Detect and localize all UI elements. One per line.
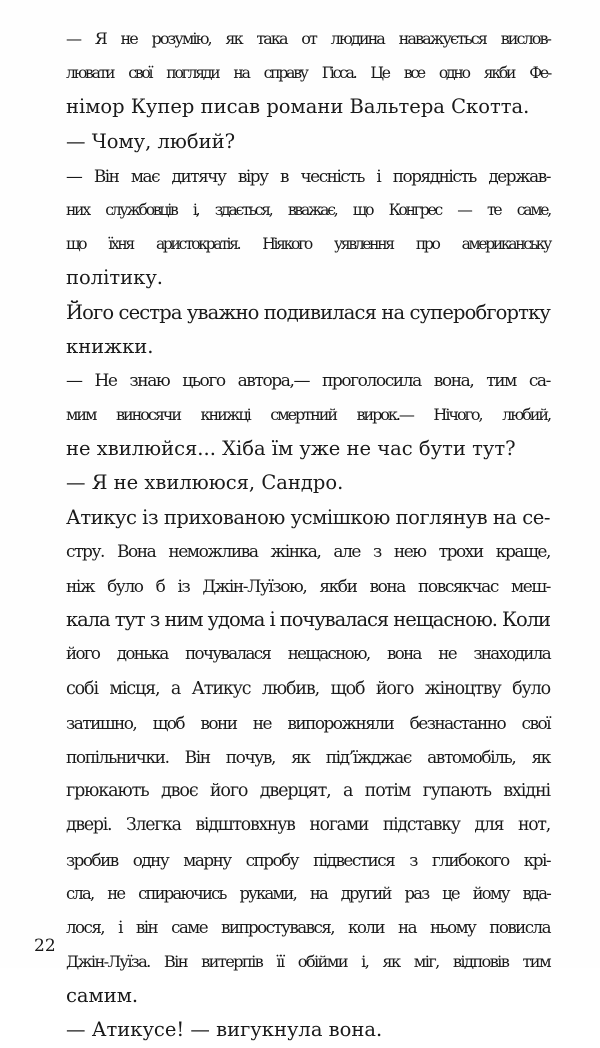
- text-line-6: них службовців і, здається, вважає, що Конгрес — те саме,: [66, 200, 550, 219]
- page-number: 22: [34, 936, 56, 956]
- text-line-15: Атикус із прихованою усмішкою поглянув на се-: [66, 505, 550, 529]
- text-line-24: двері. Злегка відштовхнув ногами підставку для нот,: [66, 815, 550, 836]
- text-line-22: попільнички. Він почув, як під’їжджає автомобіль, як: [66, 746, 550, 767]
- text-line-13: не хвилюйся... Хіба їм уже не час бути тут?: [66, 437, 516, 461]
- text-line-25: зробив одну марну спробу підвестися з глибокого крі-: [66, 849, 550, 870]
- text-line-28: Джін-Луїза. Він витерпів її обійми і, як міг, відповів тим: [66, 952, 550, 972]
- text-line-10: книжки.: [66, 334, 154, 358]
- text-line-20: собі місця, а Атикус любив, щоб його жіноцтву було: [66, 678, 550, 699]
- text-line-11: — Не знаю цього автора,— проголосила вона, тим са-: [66, 370, 550, 391]
- text-line-19: його донька почувалася нещасною, вона не знаходила: [66, 644, 550, 664]
- text-line-17: ніж було б із Джін-Луїзою, якби вона повсякчас меш-: [66, 576, 550, 596]
- text-line-3: німор Купер писав романи Вальтера Скотта.: [66, 95, 530, 119]
- text-line-27: лося, і він саме випростувався, коли на ньому повисла: [66, 917, 550, 937]
- text-line-16: стру. Вона неможлива жінка, але з нею трохи краще,: [66, 541, 550, 562]
- text-line-5: — Він має дитячу віру в чесність і порядність держав-: [66, 165, 550, 186]
- text-line-14: — Я не хвилююся, Сандро.: [66, 471, 344, 495]
- body-text: [66, 22, 550, 1048]
- text-line-21: затишно, щоб вони не випорожняли безнастанно свої: [66, 712, 550, 733]
- text-line-7: що їхня аристократія. Ніякого уявлення про американську: [66, 235, 550, 254]
- text-line-23: грюкають двоє його дверцят, а потім гупають вхідні: [66, 781, 550, 802]
- text-line-1: — Я не розумію, як така от людина наважується вислов-: [66, 29, 550, 48]
- text-line-2: лювати свої погляди на справу Гісса. Це все одно якби Фе-: [66, 64, 550, 83]
- text-line-12: мим виносячи книжці смертний вирок.— Нічого, любий,: [66, 405, 550, 425]
- text-line-30: — Атикусе! — вигукнула вона.: [66, 1018, 383, 1042]
- text-line-18: кала тут з ним удома і почувалася нещасною. Коли: [66, 608, 550, 632]
- text-line-26: сла, не спираючись руками, на другий раз це йому вда-: [66, 883, 550, 903]
- text-line-9: Його сестра уважно подивилася на суперобгортку: [66, 300, 550, 324]
- text-line-4: — Чому, любий?: [66, 129, 236, 153]
- text-line-8: політику.: [66, 266, 164, 290]
- text-line-29: самим.: [66, 984, 139, 1008]
